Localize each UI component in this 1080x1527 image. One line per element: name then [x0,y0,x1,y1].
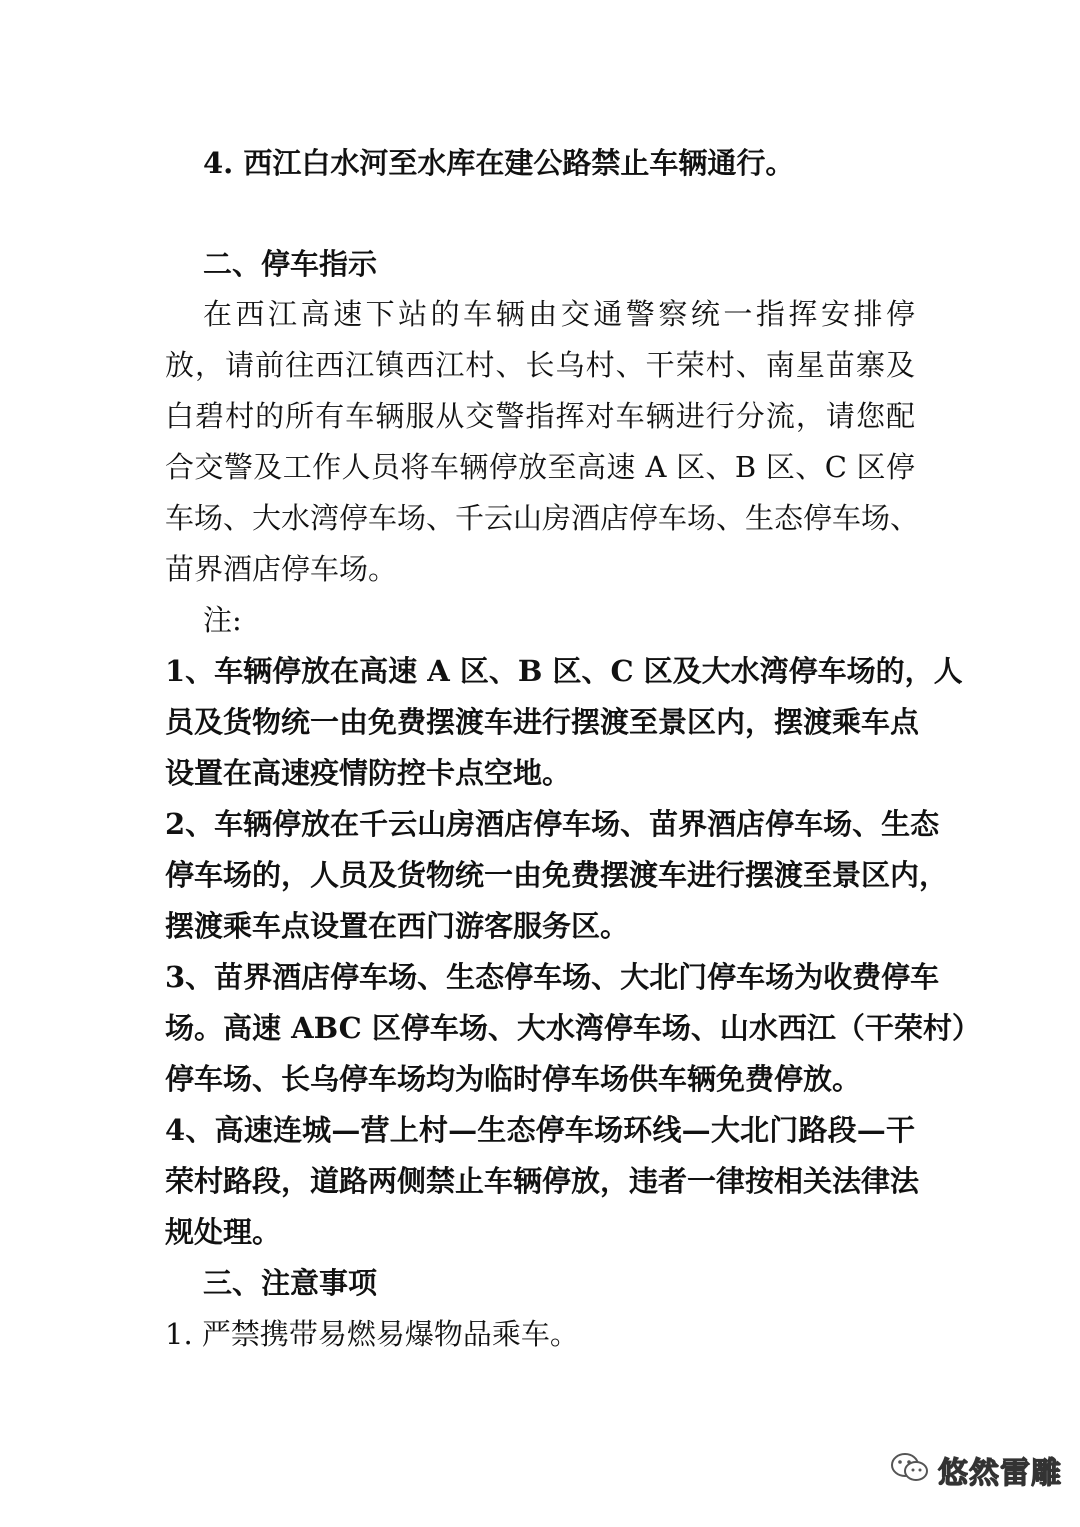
precaution-item-1: 1. 严禁携带易燃易爆物品乘车。 [165,1317,579,1351]
road-closure-item-4: 4. 西江白水河至水库在建公路禁止车辆通行。 [203,146,795,180]
note-3-line-1: 3、苗界酒店停车场、生态停车场、大北门停车场为收费停车 [165,960,940,994]
parking-paragraph-line-1: 在西江高速下站的车辆由交通警察统一指挥安排停 [203,297,915,331]
note-1-line-1: 1、车辆停放在高速 A 区、B 区、C 区及大水湾停车场的，人 [165,654,963,688]
note-4-line-3: 规处理。 [165,1215,282,1249]
note-2-line-1: 2、车辆停放在千云山房酒店停车场、苗界酒店停车场、生态 [165,807,940,841]
note-3-line-2: 场。高速 ABC 区停车场、大水湾停车场、山水西江（干荣村） [165,1011,981,1045]
section-heading-parking: 二、停车指示 [203,247,378,281]
note-heading: 注: [203,603,242,637]
note-4-line-2: 荣村路段，道路两侧禁止车辆停放，违者一律按相关法律法 [165,1164,920,1198]
watermark-text: 悠然雷雕 [938,1456,1062,1491]
note-3-line-3: 停车场、长乌停车场均为临时停车场供车辆免费停放。 [165,1062,862,1096]
parking-paragraph-line-3: 白碧村的所有车辆服从交警指挥对车辆进行分流，请您配 [165,399,915,433]
wechat-icon [890,1451,930,1489]
parking-paragraph-line-4: 合交警及工作人员将车辆停放至高速 A 区、B 区、C 区停 [165,450,915,484]
note-2-line-3: 摆渡乘车点设置在西门游客服务区。 [165,909,630,943]
note-1-line-3: 设置在高速疫情防控卡点空地。 [165,756,572,790]
note-4-line-1: 4、高速连城—营上村—生态停车场环线—大北门路段—干 [165,1113,915,1147]
parking-paragraph-line-2: 放，请前往西江镇西江村、长乌村、干荣村、南星苗寨及 [165,348,915,382]
section-heading-precautions: 三、注意事项 [203,1266,378,1300]
note-2-line-2: 停车场的，人员及货物统一由免费摆渡车进行摆渡至景区内， [165,858,949,892]
parking-paragraph-line-6: 苗界酒店停车场。 [165,552,398,586]
note-1-line-2: 员及货物统一由免费摆渡车进行摆渡至景区内，摆渡乘车点 [165,705,920,739]
parking-paragraph-line-5: 车场、大水湾停车场、千云山房酒店停车场、生态停车场、 [165,501,920,535]
watermark [890,1448,1062,1492]
